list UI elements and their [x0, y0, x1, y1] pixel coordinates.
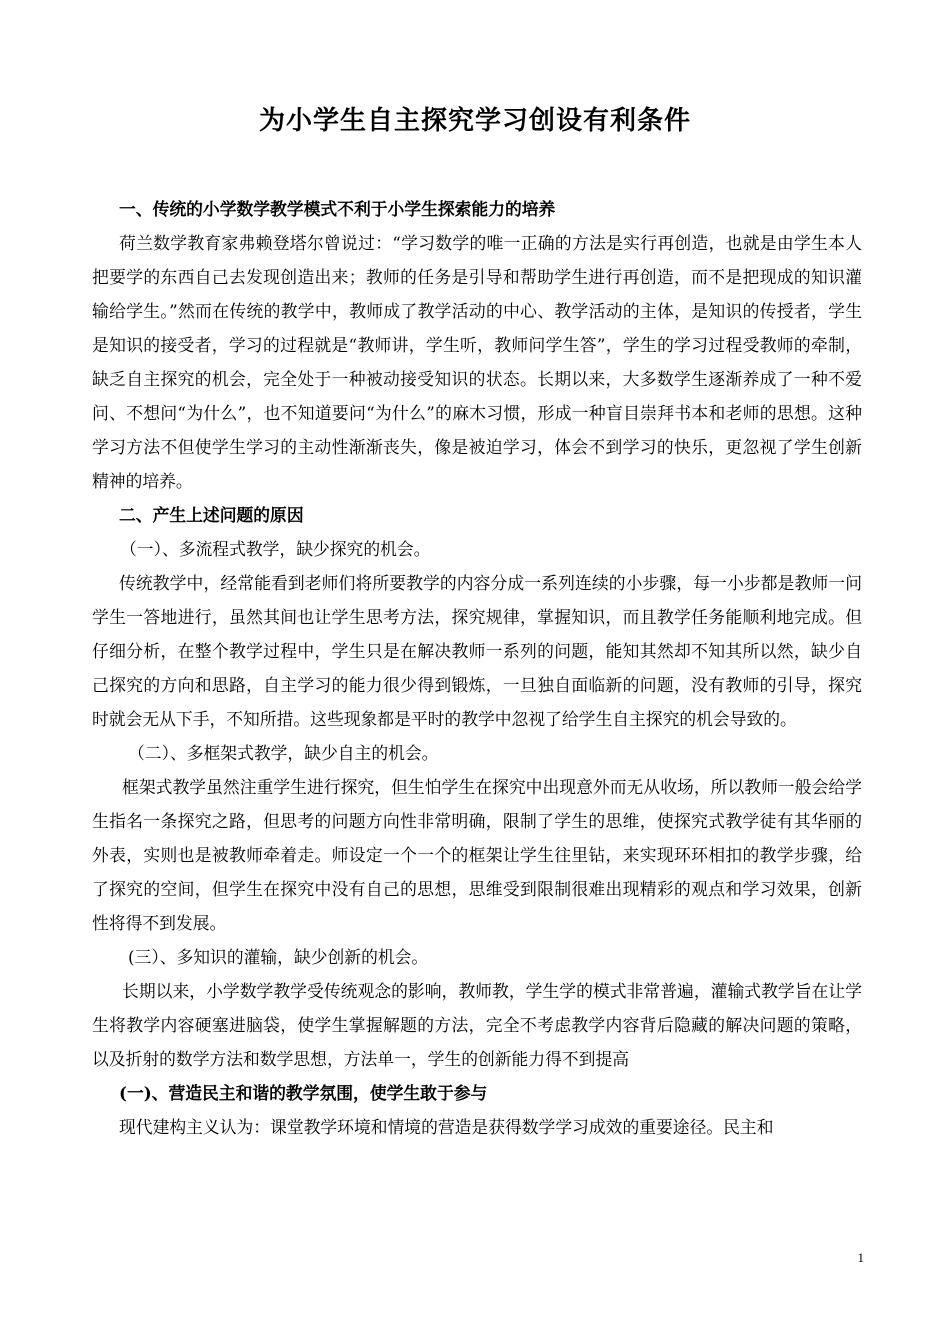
paragraph-1: 荷兰数学教育家弗赖登塔尔曾说过：“学习数学的唯一正确的方法是实行再创造，也就是由学生本人把要学的东西自己去发现创造出来；教师的任务是引导和帮助学生进行再创造，而不是把现成的知识灌输给学生。”然而在传统的教学中，教师成了教学活动的中心、教学活动的主体，是知识的传授者，学生是知识的接受者，学习的过程就是“教师讲，学生听，教师问学生答”，学生的学习过程受教师的牵制，缺乏自主探究的机会，完全处于一种被动接受知识的状态。长期以来，大多数学生逐渐养成了一种不爱问、不想问“为什么”，也不知道要问“为什么”的麻木习惯，形成一种盲目崇拜书本和老师的思想。这种学习方法不但使学生学习的主动性渐渐丧失，像是被迫学习，体会不到学习的快乐，更忽视了学生创新精神的培养。	[92, 233, 862, 491]
subheading-2: （二）、多框架式教学，缺少自主的机会。	[128, 743, 439, 763]
paragraph-2: 传统教学中，经常能看到老师们将所要教学的内容分成一系列连续的小步骤，每一小步都是教师一问学生一答地进行，虽然其间也让学生思考方法，探究规律，掌握知识，而且教学任务能顺利地完成。但仔细分析，在整个教学过程中，学生只是在解决教师一系列的问题，能知其然却不知其所以然，缺少自己探究的方向和思路，自主学习的能力很少得到锻炼，一旦独自面临新的问题，没有教师的引导，探究时就会无从下手，不知所措。这些现象都是平时的教学中忽视了给学生自主探究的机会导致的。	[92, 573, 862, 729]
paragraph-5: 现代建构主义认为：课堂教学环境和情境的营造是获得数学学习成效的重要途径。民主和	[119, 1117, 774, 1137]
paragraph-3: 框架式教学虽然注重学生进行探究，但生怕学生在探究中出现意外而无从收场，所以教师一般会给学生指名一条探究之路，但思考的问题方向性非常明确，限制了学生的思维，使探究式教学徒有其华丽的外表，实则也是被教师牵着走。师设定一个一个的框架让学生往里钻，来实现环环相扣的教学步骤，给了探究的空间，但学生在探究中没有自己的思想，思维受到限制很难出现精彩的观点和学习效果，创新性将得不到发展。	[92, 777, 862, 933]
page-number: 1	[857, 1250, 864, 1265]
document-body	[92, 192, 862, 1144]
section-heading-3: (一)、营造民主和谐的教学氛围，使学生敢于参与	[119, 1083, 488, 1103]
section-heading-2: 二、产生上述问题的原因	[119, 505, 304, 525]
paragraph-4: 长期以来，小学数学教学受传统观念的影响，教师教，学生学的模式非常普遍，灌输式教学旨在让学生将教学内容硬塞进脑袋，使学生掌握解题的方法，完全不考虑教学内容背后隐藏的解决问题的策略，以及折射的数学方法和数学思想，方法单一，学生的创新能力得不到提高	[92, 981, 862, 1069]
subheading-1: （一）、多流程式教学，缺少探究的机会。	[120, 539, 431, 559]
section-heading-1: 一、传统的小学数学教学模式不利于小学生探索能力的培养	[119, 199, 556, 219]
page-title: 为小学生自主探究学习创设有利条件	[258, 106, 691, 136]
subheading-3: (三）、多知识的灌输，缺少创新的机会。	[128, 947, 429, 967]
